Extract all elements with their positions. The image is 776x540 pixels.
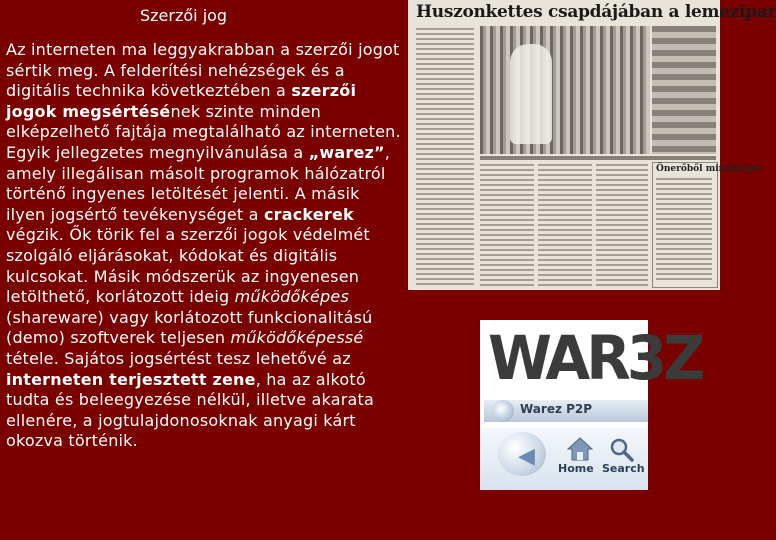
clipping-caption — [480, 156, 716, 160]
clipping-text-column — [596, 164, 648, 286]
body-text-emphasis: működőképes — [234, 287, 349, 307]
warez-logo-image — [480, 320, 702, 490]
clipping-photo — [480, 26, 650, 154]
clipping-text-column — [656, 178, 712, 282]
body-text-segment: nek szinte minden elképzelhető fajtája megtalálható az interneten. Egyik jellegzetes megnyilvánulása a — [6, 101, 401, 162]
body-text-emphasis: crackerek — [263, 204, 354, 224]
home-icon — [566, 436, 594, 462]
newspaper-clipping-image — [408, 0, 776, 290]
back-arrow-icon: ◀ — [518, 444, 535, 469]
body-text-segment: Az interneten ma leggyakrabban a szerzői jogot sértik meg. A felderítési nehézségek és a digitális technika következtében a — [6, 40, 400, 101]
body-text-emphasis: „warez” — [308, 142, 385, 162]
clipping-text-column — [416, 28, 474, 286]
body-text-segment: tétele. Sajátos jogsértést tesz lehetővé az — [6, 348, 351, 368]
warez-subtitle: Warez P2P — [520, 402, 593, 416]
body-text-segment: (shareware) vagy korlátozott funkcionalitású (demo) szoftverek teljesen — [6, 307, 373, 348]
slide-body-text — [6, 40, 404, 452]
clipping-sidebar-title: Önerőből mindiséger — [656, 164, 763, 174]
clipping-photo-person — [510, 44, 552, 144]
clipping-text-column — [538, 164, 592, 286]
body-text-emphasis: szerzői jogok megsértésé — [6, 81, 357, 121]
search-label: Search — [602, 462, 645, 475]
home-label: Home — [558, 462, 594, 475]
body-text-emphasis: működőképessé — [230, 328, 364, 348]
clipping-headline: Huszonkettes csapdájában a lemezipar — [416, 2, 776, 22]
body-text-segment: végzik. Ők törik fel a szerzői jogok védelmét szolgáló eljárásokat, kódokat és digitális kulcsokat. Másik módszerük az ingyenesen letölthető, korlátozott ideig — [6, 225, 370, 307]
warez-logo-text: WAR3Z — [488, 322, 702, 394]
body-text-segment: , amely illegálisan másolt programok hálózatról történő ingyenes letöltését jelenti. A másik ilyen jogsértő tevékenységet a — [6, 142, 391, 224]
slide-title: Szerzői jog — [140, 6, 228, 25]
clipping-photo-shelves — [652, 26, 716, 154]
clipping-text-column — [480, 164, 534, 286]
search-icon — [608, 436, 636, 462]
body-text-segment: , ha az alkotó tudta és beleegyezése nélkül, illetve akarata ellenére, a jogtulajdonosoknak anyagi kárt okozva történik. — [6, 369, 374, 451]
body-text-emphasis: interneten terjesztett zene — [6, 369, 256, 389]
globe-icon — [492, 400, 514, 422]
